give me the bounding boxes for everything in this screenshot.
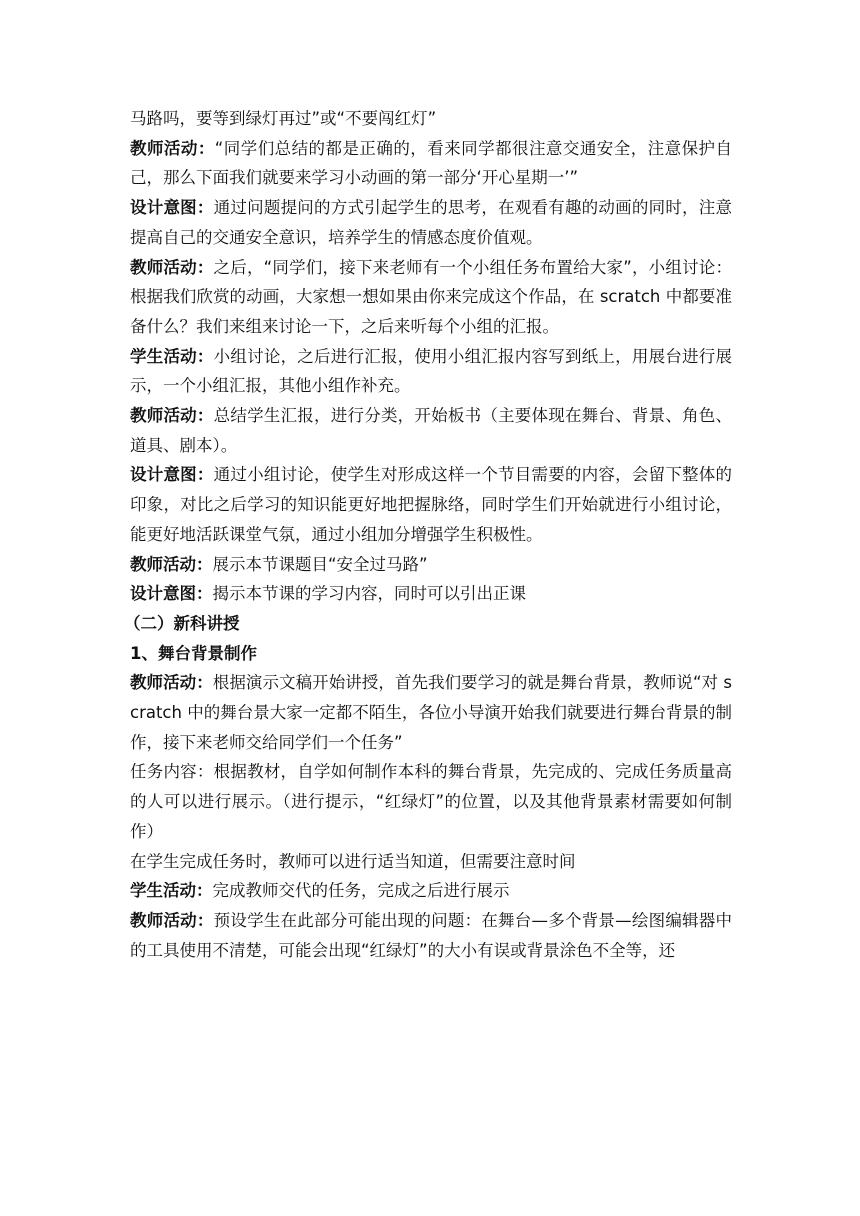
paragraph-11 [130,757,732,846]
paragraph-text: 在学生完成任务时，教师可以进行适当知道，但需要注意时间 [130,851,576,871]
paragraph-label: 教师活动： [130,910,214,930]
paragraph-8 [130,550,732,580]
paragraph-13 [130,876,732,906]
paragraph-text: “同学们总结的都是正确的，看来同学都很注意交通安全，注意保护自己，那么下面我们就要来学习小动画的第一部分‘开心星期一’” [130,138,732,188]
paragraph-2 [130,134,732,193]
paragraph-text: 小组讨论，之后进行汇报，使用小组汇报内容写到纸上，用展台进行展示，一个小组汇报，其他小组作补充。 [130,346,733,396]
paragraph-label: 教师活动： [130,406,214,426]
paragraph-3 [130,193,732,252]
sub-heading: 1、舞台背景制作 [130,643,257,663]
paragraph-text: 预设学生在此部分可能出现的问题：在舞台—多个背景—绘图编辑器中的工具使用不清楚，可能会出现“红绿灯”的大小有误或背景涂色不全等，还 [130,910,733,960]
paragraph-text: 展示本节课题目“安全过马路” [212,554,428,574]
paragraph-label: 设计意图： [130,198,214,218]
paragraph-label: 教师活动： [130,673,213,693]
paragraph-7 [130,460,732,549]
paragraph-12 [130,847,732,877]
document-page [124,104,733,965]
paragraph-label: 学生活动： [130,346,214,366]
paragraph-text: 揭示本节课的学习内容，同时可以引出正课 [212,584,526,604]
paragraph-1 [130,104,732,134]
paragraph-text: 任务内容：根据教材，自学如何制作本科的舞台背景，先完成的、完成任务质量高的人可以进行展示。（进行提示，“红绿灯”的位置，以及其他背景素材需要如何制作） [130,762,732,841]
paragraph-6 [130,401,732,460]
paragraph-14 [130,906,732,965]
paragraph-text: 之后，“同学们，接下来老师有一个小组任务布置给大家”，小组讨论：根据我们欣赏的动画，大家想一想如果由你来完成这个作品，在 scratch 中都要准备什么？我们来组来讨论一下，之后来听每个小组的汇报。 [130,257,732,336]
paragraph-5 [130,342,732,401]
paragraph-text: 完成教师交代的任务，完成之后进行展示 [212,881,510,901]
paragraph-10 [130,668,732,757]
paragraph-label: 教师活动： [130,138,215,158]
paragraph-label: 设计意图： [130,584,213,604]
paragraph-text: 总结学生汇报，进行分类，开始板书（主要体现在舞台、背景、角色、道具、剧本）。 [130,406,733,455]
paragraph-text: 马路吗，要等到绿灯再过”或“不要闯红灯” [130,109,437,128]
section-heading: （二）新科讲授 [124,613,240,633]
paragraph-label: 教师活动： [130,257,214,277]
paragraph-4 [130,253,732,342]
paragraph-text: 通过问题提问的方式引起学生的思考，在观看有趣的动画的同时，注意提高自己的交通安全意识，培养学生的情感态度价值观。 [130,198,733,247]
paragraph-text: 通过小组讨论，使学生对形成这样一个节目需要的内容，会留下整体的印象，对比之后学习的知识能更好地把握脉络，同时学生们开始就进行小组讨论，能更好地活跃课堂气氛，通过小组加分增强学生积极性。 [130,465,733,544]
paragraph-label: 设计意图： [130,465,214,485]
paragraph-text: 根据演示文稿开始讲授，首先我们要学习的就是舞台背景，教师说“对 scratch 中的舞台景大家一定都不陌生，各位小导演开始我们就要进行舞台背景的制作，接下来老师交给同学们一个任务” [130,673,733,752]
paragraph-label: 教师活动： [130,554,213,574]
paragraph-label: 学生活动： [130,881,213,901]
paragraph-9 [130,579,732,609]
